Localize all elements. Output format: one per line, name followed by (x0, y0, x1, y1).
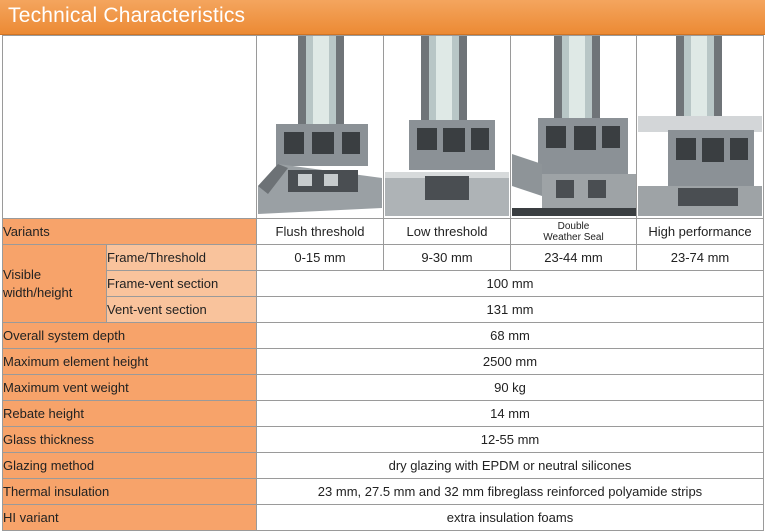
empty-corner-cell (3, 36, 257, 219)
row-value: 12-55 mm (257, 427, 764, 453)
header-bar (0, 0, 765, 35)
row-value: 23 mm, 27.5 mm and 32 mm fibreglass reinforced polyamide strips (257, 479, 764, 505)
row-value: dry glazing with EPDM or neutral silicones (257, 453, 764, 479)
visible-width-height-label (3, 245, 107, 323)
label-line: width/height (3, 284, 73, 300)
table-row (3, 505, 764, 531)
frame-threshold-value: 0-15 mm (257, 245, 384, 271)
frame-vent-label: Frame-vent section (107, 271, 257, 297)
frame-threshold-value: 23-74 mm (637, 245, 764, 271)
high-performance-profile-picture (638, 36, 762, 216)
double-weather-seal-profile-picture (512, 36, 636, 216)
row-label: HI variant (3, 505, 257, 531)
row-label: Glass thickness (3, 427, 257, 453)
vent-vent-label: Vent-vent section (107, 297, 257, 323)
profile-image-low (384, 36, 511, 219)
frame-threshold-label: Frame/Threshold (107, 245, 257, 271)
vent-vent-value: 131 mm (257, 297, 764, 323)
low-threshold-profile-picture (385, 36, 509, 216)
row-label: Maximum vent weight (3, 375, 257, 401)
row-label: Overall system depth (3, 323, 257, 349)
variant-name-double-weather-seal (511, 219, 637, 245)
variant-name: High performance (637, 219, 764, 245)
frame-vent-value: 100 mm (257, 271, 764, 297)
flush-threshold-profile-picture (258, 36, 382, 216)
table-row (3, 401, 764, 427)
table-row (3, 375, 764, 401)
table-row (3, 349, 764, 375)
frame-threshold-value: 23-44 mm (511, 245, 637, 271)
variants-label: Variants (3, 219, 257, 245)
row-value: 2500 mm (257, 349, 764, 375)
characteristics-table (2, 35, 764, 531)
row-value: 14 mm (257, 401, 764, 427)
row-label: Glazing method (3, 453, 257, 479)
profile-image-high-performance (637, 36, 764, 219)
table-row (3, 323, 764, 349)
profile-image-double-seal (511, 36, 637, 219)
variant-name-line: Double (557, 220, 590, 232)
row-label: Rebate height (3, 401, 257, 427)
row-value: 90 kg (257, 375, 764, 401)
profile-image-flush (257, 36, 384, 219)
row-label: Maximum element height (3, 349, 257, 375)
row-value: 68 mm (257, 323, 764, 349)
label-line: Visible (3, 266, 42, 282)
row-label: Thermal insulation (3, 479, 257, 505)
table-row (3, 453, 764, 479)
variant-name-line: Weather Seal (543, 231, 604, 243)
variant-name: Flush threshold (257, 219, 384, 245)
table-row (3, 427, 764, 453)
variant-name: Low threshold (384, 219, 511, 245)
table-row (3, 479, 764, 505)
row-value: extra insulation foams (257, 505, 764, 531)
page-title: Technical Characteristics (8, 4, 246, 27)
frame-threshold-value: 9-30 mm (384, 245, 511, 271)
